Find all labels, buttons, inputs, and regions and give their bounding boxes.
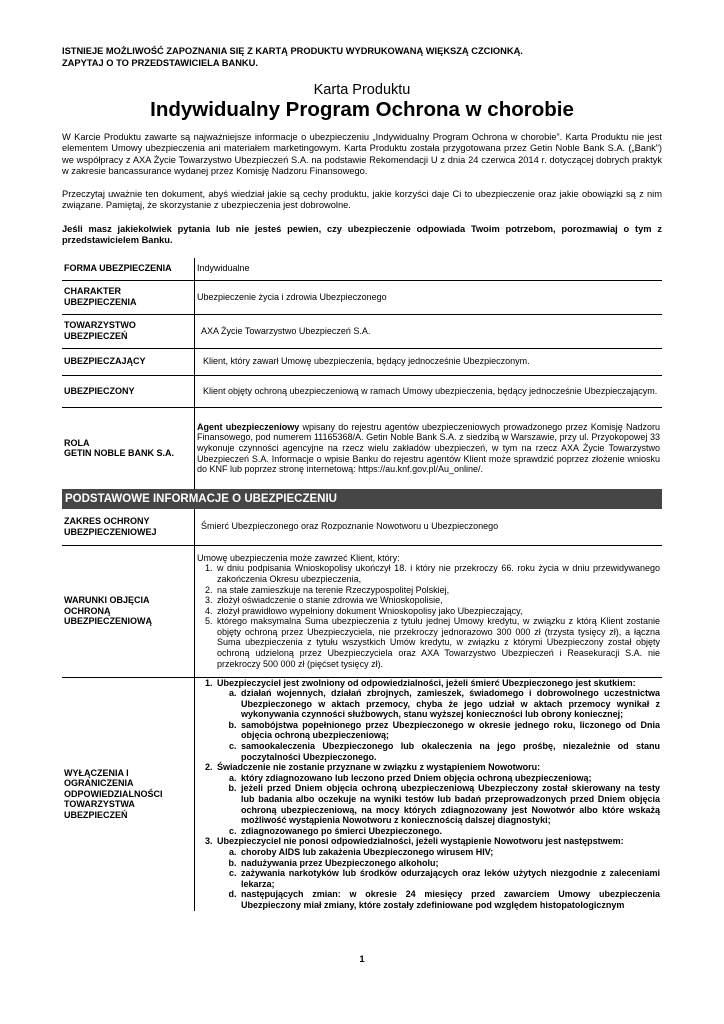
intro-paragraph: W Karcie Produktu zawarte są najważniejsze informacje o ubezpieczeniu „Indywidualny Program Ochrona w chorobie”. Karta Produktu nie jest elementem Umowy ubezpieczenia ani materiałem marketingowym. Karta Produktu została przygotowana przez Getin Noble Bank S.A. („Bank”) we współpracy z AXA Życie Towarzystwo Ubezpieczeń S.A. na podstawie Rekomendacji U z dnia 24 czerwca 2014 r. dotyczącej dobrych praktyk w zakresie bancassurance wydanej przez Komisję Nadzoru Finansowego. (62, 132, 662, 177)
value-ubezpieczony: Klient objęty ochroną ubezpieczeniową w ramach Umowy ubezpieczenia, będący jednocześnie Ubezpieczającym. (195, 375, 663, 407)
value-ubezpieczajacy: Klient, który zawarł Umowę ubezpieczenia, będący jednocześnie Ubezpieczonym. (195, 348, 663, 375)
value-rola (195, 407, 663, 489)
label-rola (62, 407, 195, 489)
document-kicker: Karta Produktu (313, 82, 411, 98)
row-towarzystwo (62, 314, 662, 348)
section-title: PODSTAWOWE INFORMACJE O UBEZPIECZENIU (62, 489, 662, 509)
label-warunki: WARUNKI OBJĘCIA OCHRONĄ UBEZPIECZENIOWĄ (62, 545, 195, 677)
row-ubezpieczony (62, 375, 662, 407)
wylaczenia-subitem: c. zażywania narkotyków lub środków odurzających oraz leków użytych niezgodnie z zaleceniami lekarza; (239, 868, 660, 889)
warunki-item: 3. złożył oświadczenie o stanie zdrowia we Wnioskopolisie, (215, 595, 660, 606)
value-towarzystwo: AXA Życie Towarzystwo Ubezpieczeń S.A. (195, 314, 663, 348)
row-warunki (62, 545, 662, 677)
value-forma: Indywidualne (195, 258, 663, 280)
product-info-table (62, 258, 662, 911)
wylaczenia-p2-list (217, 773, 660, 837)
wylaczenia-subitem: b. nadużywania przez Ubezpieczonego alkoholu; (239, 858, 660, 869)
section-header-row (62, 489, 662, 509)
wylaczenia-p2: Świadczenie nie zostanie przyznane w związku z wystąpieniem Nowotworu: (217, 762, 541, 773)
wylaczenia-subitem: c. samookaleczenia Ubezpieczonego lub okaleczenia na jego prośbę, niezależnie od stanu poczytalności Ubezpieczonego. (239, 741, 660, 762)
wylaczenia-subitem: a. działań wojennych, działań zbrojnych, zamieszek, świadomego i dobrowolnego uczestnictwa Ubezpieczonego w aktach przemocy, chyba że jego udział w aktach przemocy wynikał z wykonywania czynności służbowych, stanu wyższej konieczności lub obrony koniecznej; (239, 688, 660, 720)
value-rola-bold: Agent ubezpieczeniowy (197, 421, 300, 432)
large-print-notice (62, 45, 523, 69)
page-number: 1 (359, 954, 365, 965)
wylaczenia-p1: Ubezpieczyciel jest zwolniony od odpowiedzialności, jeżeli śmierć Ubezpieczonego jest skutkiem: (217, 677, 636, 688)
warunki-item: 1. w dniu podpisania Wnioskopolisy ukończył 18. i który nie przekroczy 66. roku życia w dniu przewidywanego zakończenia Okresu ubezpieczenia, (215, 563, 660, 584)
wylaczenia-subitem: d. następujących zmian: w okresie 24 miesięcy przed zawarciem Umowy ubezpieczenia Ubezpieczony miał zmiany, które zostały zdefiniowane pod względem histopatologicznym (239, 889, 660, 910)
wylaczenia-p3-list (217, 847, 660, 911)
notice-line-2: ZAPYTAJ O TO PRZEDSTAWICIELA BANKU. (62, 58, 258, 68)
value-zakres: Śmierć Ubezpieczonego oraz Rozpoznanie Nowotworu u Ubezpieczonego (195, 509, 663, 545)
wylaczenia-subitem: a. choroby AIDS lub zakażenia Ubezpieczonego wirusem HIV; (239, 847, 660, 858)
row-ubezpieczajacy (62, 348, 662, 375)
wylaczenia-subitem: a. który zdiagnozowano lub leczono przed Dniem objęcia ochroną ubezpieczeniową; (239, 773, 660, 784)
wylaczenia-item-1 (215, 678, 660, 763)
row-wylaczenia (62, 677, 662, 911)
row-charakter (62, 280, 662, 314)
value-wylaczenia (195, 677, 663, 911)
wylaczenia-subitem: b. samobójstwa popełnionego przez Ubezpieczonego w okresie jednego roku, liczonego od Dnia objęcia ochroną ubezpieczeniową; (239, 720, 660, 741)
wylaczenia-list (197, 678, 660, 911)
wylaczenia-item-3 (215, 836, 660, 910)
notice-line-1: ISTNIEJE MOŻLIWOŚĆ ZAPOZNANIA SIĘ Z KARTĄ PRODUKTU WYDRUKOWANĄ WIĘKSZĄ CZCIONKĄ. (62, 46, 523, 56)
wylaczenia-subitem: b. jeżeli przed Dniem objęcia ochroną ubezpieczeniową Ubezpieczony został skierowany na testy lub badania albo oczekuje na wyniki testów lub badań przeprowadzonych przed Dniem objęcia ochroną ubezpieczeniową, na mocy których zdiagnozowany jest Nowotwór albo które wskażą możliwość wystąpienia Nowotworu z koniecznością dalszej diagnostyki; (239, 783, 660, 825)
wylaczenia-subitem: c. zdiagnozowanego po śmierci Ubezpieczonego. (239, 826, 660, 837)
warunki-list (197, 563, 660, 669)
label-rola-line-2: GETIN NOBLE BANK S.A. (64, 448, 175, 459)
label-wylaczenia: WYŁĄCZENIA I OGRANICZENIA ODPOWIEDZIALNOŚCI TOWARZYSTWA UBEZPIECZEŃ (62, 677, 195, 911)
row-forma (62, 258, 662, 280)
document-title: Indywidualny Program Ochrona w chorobie (150, 98, 574, 121)
wylaczenia-p3: Ubezpieczyciel nie ponosi odpowiedzialności, jeżeli wystąpienie Nowotworu jest następstwem: (217, 836, 624, 847)
label-ubezpieczony: UBEZPIECZONY (62, 375, 195, 407)
label-rola-line-1: ROLA (64, 437, 90, 448)
label-zakres: ZAKRES OCHRONY UBEZPIECZENIOWEJ (62, 509, 195, 545)
value-rola-text: wpisany do rejestru agentów ubezpieczeniowych prowadzonego przez Komisję Nadzoru Finansowego, pod numerem 11165368/A. Getin Noble Bank S.A. z siedzibą w Warszawie, przy ul. Przyokopowej 33 wykonuje czynności agencyjne na rzecz wielu zakładów ubezpieczeń, w tym na rzecz AXA Życie Towarzystwo Ubezpieczeń S.A. Informacje o wpisie Banku do rejestru agentów Klient może sprawdzić poprzez złożenie wniosku do KNF lub poprzez stronę internetową: https://au.knf.gov.pl/Au_online/. (197, 421, 660, 475)
label-charakter: CHARAKTER UBEZPIECZENIA (62, 280, 195, 314)
read-carefully-paragraph: Przeczytaj uważnie ten dokument, abyś wiedział jakie są cechy produktu, jakie korzyści daje Ci to ubezpieczenie oraz jakie obowiązki są z nim związane. Pamiętaj, że skorzystanie z ubezpieczenia jest dobrowolne. (62, 189, 662, 211)
label-ubezpieczajacy: UBEZPIECZAJĄCY (62, 348, 195, 375)
wylaczenia-p1-list (217, 688, 660, 762)
wylaczenia-item-2 (215, 762, 660, 836)
label-forma: FORMA UBEZPIECZENIA (62, 258, 195, 280)
value-warunki (195, 545, 663, 677)
warunki-lead: Umowę ubezpieczenia może zawrzeć Klient, który: (197, 552, 400, 563)
row-zakres (62, 509, 662, 545)
warunki-item: 4. złożył prawidłowo wypełniony dokument Wnioskopolisy jako Ubezpieczający, (215, 606, 660, 617)
value-charakter: Ubezpieczenie życia i zdrowia Ubezpieczonego (195, 280, 663, 314)
label-towarzystwo: TOWARZYSTWO UBEZPIECZEŃ (62, 314, 195, 348)
row-rola (62, 407, 662, 489)
warunki-item: 2. na stałe zamieszkuje na terenie Rzeczypospolitej Polskiej, (215, 585, 660, 596)
warunki-item: 5. którego maksymalna Suma ubezpieczenia z tytułu jednej Umowy kredytu, w związku z którą Klient zostanie objęty ochroną przez Ubezpieczyciela, nie przekroczy jednorazowo 300 000 zł (trzysta tysięcy zł), a łączna Suma ubezpieczenia z tytułu wszystkich Umów kredytu, w związku z którymi Ubezpieczony został objęty ochroną udzieloną przez Ubezpieczyciela oraz AXA Towarzystwo Ubezpieczeń i Reasekuracji S.A. nie przekroczy 500 000 zł (pięćset tysięcy zł). (215, 616, 660, 669)
questions-note: Jeśli masz jakiekolwiek pytania lub nie jesteś pewien, czy ubezpieczenie odpowiada Twoim potrzebom, porozmawiaj o tym z przedstawicielem Banku. (62, 224, 662, 246)
